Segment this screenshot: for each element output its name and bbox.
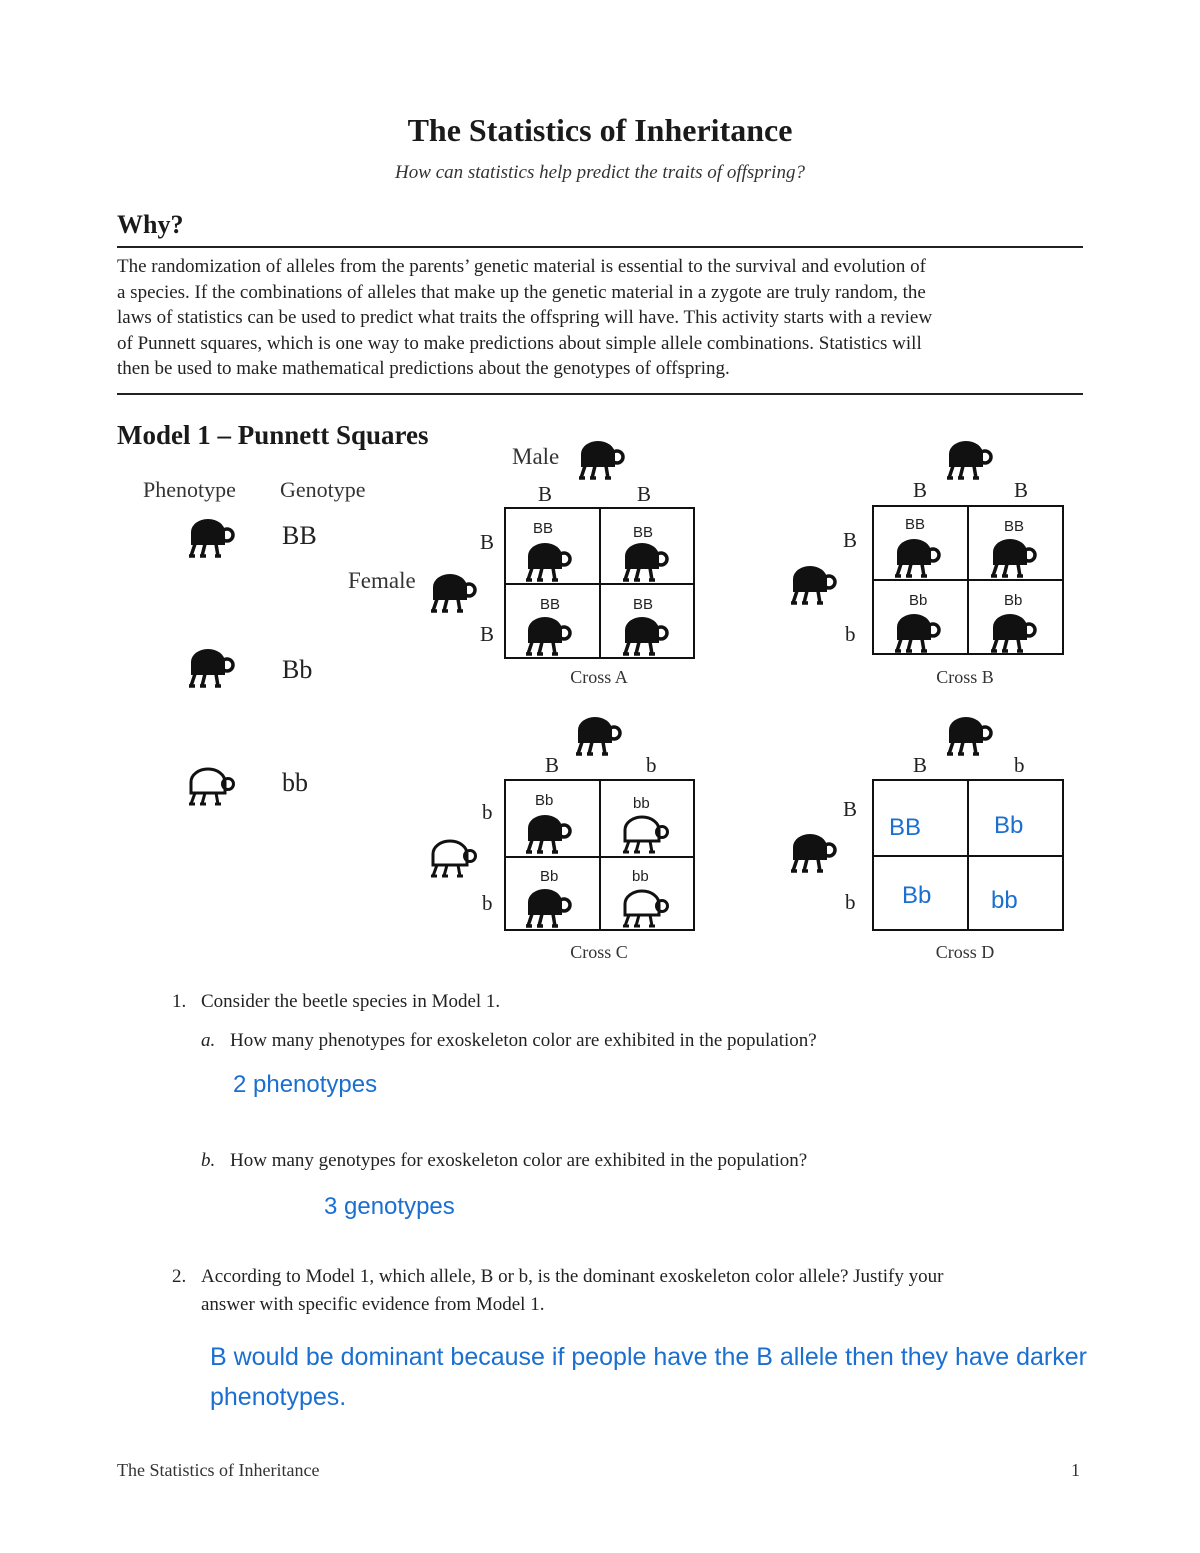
genotype-label: Genotype bbox=[280, 477, 366, 502]
female-allele: b bbox=[482, 800, 493, 824]
female-beetle-icon bbox=[788, 831, 840, 873]
handwritten-cell: Bb bbox=[994, 812, 1024, 839]
female-beetle-icon bbox=[428, 571, 480, 613]
beetle-light-icon bbox=[620, 886, 672, 928]
subquestion-letter: b. bbox=[201, 1150, 216, 1171]
beetle-dark-icon bbox=[523, 886, 575, 928]
cell-genotype: Bb bbox=[535, 792, 554, 809]
beetle-dark-icon bbox=[186, 516, 238, 558]
male-allele: b bbox=[1014, 753, 1025, 777]
subquestion-letter: a. bbox=[201, 1030, 216, 1051]
beetle-dark-icon bbox=[620, 540, 672, 582]
model-title: Model 1 – Punnett Squares bbox=[117, 420, 429, 450]
cell-genotype: BB bbox=[1004, 518, 1025, 535]
cell-genotype: Bb bbox=[1004, 592, 1023, 609]
page-subtitle: How can statistics help predict the traits of offspring? bbox=[395, 162, 805, 183]
female-allele: B bbox=[480, 622, 495, 646]
beetle-dark-icon bbox=[523, 540, 575, 582]
legend-genotype: BB bbox=[282, 521, 317, 550]
female-allele: b bbox=[845, 622, 856, 646]
male-allele: B bbox=[913, 753, 928, 777]
cross-caption: Cross B bbox=[936, 667, 994, 687]
handwritten-cell: bb bbox=[991, 887, 1018, 914]
footer-title: The Statistics of Inheritance bbox=[117, 1460, 320, 1480]
cell-genotype: BB bbox=[633, 596, 654, 613]
female-allele: b bbox=[482, 891, 493, 915]
page-number: 1 bbox=[1071, 1460, 1080, 1480]
female-label: Female bbox=[348, 568, 416, 593]
male-allele: B bbox=[637, 482, 652, 506]
male-beetle-icon bbox=[944, 714, 996, 756]
beetle-dark-icon bbox=[523, 614, 575, 656]
beetle-dark-icon bbox=[988, 611, 1040, 653]
female-allele: B bbox=[843, 528, 858, 552]
why-line: laws of statistics can be used to predict what traits the offspring will have. This activity starts with a review bbox=[117, 307, 933, 328]
male-allele: B bbox=[913, 478, 928, 502]
beetle-dark-icon bbox=[988, 536, 1040, 578]
beetle-light-icon bbox=[620, 812, 672, 854]
subquestion-text: How many genotypes for exoskeleton color are exhibited in the population? bbox=[230, 1150, 808, 1171]
male-allele: b bbox=[646, 753, 657, 777]
answer-q2-line[interactable]: B would be dominant because if people have the B allele then they have darker bbox=[210, 1343, 1087, 1371]
why-line: of Punnett squares, which is one way to make predictions about simple allele combinations. Statistics will bbox=[117, 332, 922, 354]
cell-genotype: BB bbox=[633, 524, 654, 541]
why-bottom-rule bbox=[117, 393, 1083, 395]
cross-caption: Cross C bbox=[570, 942, 628, 962]
question-text: According to Model 1, which allele, B or b, is the dominant exoskeleton color allele? Justify your bbox=[201, 1266, 944, 1287]
beetle-dark-icon bbox=[523, 812, 575, 854]
male-beetle-icon bbox=[576, 438, 628, 480]
phenotype-label: Phenotype bbox=[143, 477, 236, 502]
male-allele: B bbox=[1014, 478, 1029, 502]
punnett-square-cross-d bbox=[872, 779, 1064, 931]
beetle-dark-icon bbox=[892, 611, 944, 653]
cell-genotype: BB bbox=[905, 516, 926, 533]
legend-genotype: bb bbox=[282, 768, 308, 797]
cross-caption: Cross D bbox=[935, 942, 995, 962]
cell-genotype: Bb bbox=[909, 592, 928, 609]
cell-genotype: Bb bbox=[540, 868, 559, 885]
legend-genotype: Bb bbox=[282, 655, 313, 684]
why-heading: Why? bbox=[117, 210, 184, 239]
handwritten-cell: Bb bbox=[902, 882, 932, 909]
female-allele: B bbox=[843, 797, 858, 821]
answer-q2-line[interactable]: phenotypes. bbox=[210, 1383, 347, 1411]
why-line: then be used to make mathematical predictions about the genotypes of offspring. bbox=[117, 358, 730, 379]
beetle-dark-icon bbox=[620, 614, 672, 656]
question-text: answer with specific evidence from Model 1. bbox=[201, 1294, 545, 1315]
cross-caption: Cross A bbox=[570, 667, 628, 687]
answer-q1a[interactable]: 2 phenotypes bbox=[233, 1071, 378, 1098]
cell-genotype: bb bbox=[633, 795, 650, 812]
male-allele: B bbox=[538, 482, 553, 506]
question-text: Consider the beetle species in Model 1. bbox=[201, 991, 501, 1012]
cell-genotype: BB bbox=[533, 520, 554, 537]
female-beetle-light-icon bbox=[428, 836, 480, 878]
why-line: The randomization of alleles from the parents’ genetic material is essential to the survival and evolution of bbox=[117, 256, 926, 277]
page-title: The Statistics of Inheritance bbox=[407, 112, 793, 148]
handwritten-cell: BB bbox=[889, 814, 922, 841]
why-line: a species. If the combinations of alleles that make up the genetic material in a zygote are truly random, the bbox=[117, 281, 926, 303]
cell-genotype: bb bbox=[632, 868, 649, 885]
beetle-dark-icon bbox=[892, 536, 944, 578]
male-allele: B bbox=[545, 753, 560, 777]
beetle-dark-icon bbox=[186, 646, 238, 688]
female-beetle-icon bbox=[788, 563, 840, 605]
why-paragraph bbox=[117, 254, 1083, 382]
female-allele: b bbox=[845, 890, 856, 914]
why-top-rule bbox=[117, 246, 1083, 248]
beetle-light-icon bbox=[186, 764, 238, 806]
male-beetle-icon bbox=[573, 714, 625, 756]
female-allele: B bbox=[480, 530, 495, 554]
male-label: Male bbox=[512, 444, 560, 469]
answer-q1b[interactable]: 3 genotypes bbox=[324, 1193, 455, 1220]
cell-genotype: BB bbox=[540, 596, 561, 613]
question-number: 1. bbox=[172, 991, 187, 1012]
subquestion-text: How many phenotypes for exoskeleton color are exhibited in the population? bbox=[230, 1030, 817, 1051]
male-beetle-icon bbox=[944, 438, 996, 480]
question-number: 2. bbox=[172, 1266, 187, 1287]
